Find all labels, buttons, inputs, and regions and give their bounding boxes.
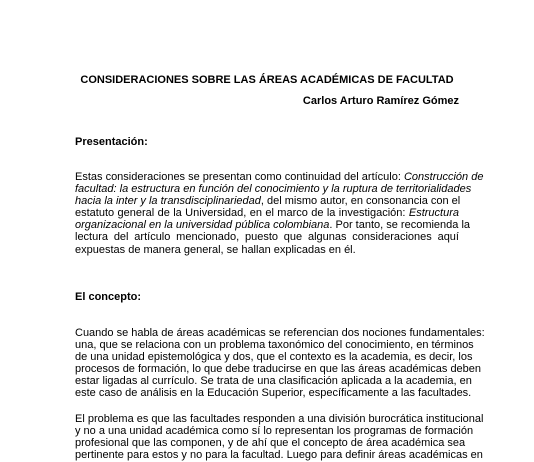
text-line [75,363,482,376]
document-title: CONSIDERACIONES SOBRE LAS ÁREAS ACADÉMICAS DE FACULTAD [80,74,454,86]
text-line [75,339,474,352]
text-run: pertinente para estos y no para la facultad. Luego para definir áreas académicas en [75,449,483,462]
section-heading-presentacion: Presentación: [75,136,148,148]
italic-text: hacia la inter y la transdisciplinariedad [75,195,261,208]
italic-text: facultad: la estructura en función del conocimiento y la ruptura de territorialidades [75,183,472,196]
section-heading-concepto: El concepto: [75,291,142,303]
text-run: . Por tanto, se recomienda la [329,219,471,232]
text-run: procesos de formación, lo que debe traducirse en que las áreas académicas deben [75,363,482,376]
text-line [75,244,459,256]
text-run: expuestas de manera general, se hallan explicadas en él. [75,243,356,256]
text-run: lectura del artículo mencionado, puesto que algunas consideraciones aquí [75,231,459,244]
text-line [75,327,485,339]
text-run: este caso de análisis en la Educación Superior, específicamente a las facultades. [75,387,472,400]
italic-text: Construcción de [403,171,484,183]
text-run: una, que se relaciona con un problema taxonómico del conocimiento, en términos [75,339,474,352]
text-run: , del mismo autor, en consonancia con el [260,195,461,208]
text-line [75,171,484,183]
text-run: El problema es que las facultades responden a una división burocrática institucional [75,413,484,425]
text-line [75,449,483,462]
text-line [75,437,466,450]
paragraph [75,413,484,462]
paragraph [75,171,484,256]
text-line [75,231,459,243]
text-line [75,413,484,425]
paragraph [75,327,485,400]
text-line [75,351,473,364]
text-run: profesional que las componen, y de ahí que el concepto de área académica sea [75,437,466,450]
text-run: estar ligadas al currículo. Se trata de una clasificación aplicada a la academia, en [75,375,472,388]
italic-text: Estructura [408,207,459,220]
text-line [75,207,459,219]
text-line [75,425,474,438]
text-line [75,183,472,196]
text-run: de una unidad epistemológica y dos, que el contexto es la academia, es decir, los [75,351,473,364]
italic-text: organizacional en la universidad pública colombiana [75,219,330,232]
text-line [75,195,459,207]
text-run: Cuando se habla de áreas académicas se referencian dos nociones fundamentales: [75,327,485,339]
text-line [75,219,471,232]
document-author: Carlos Arturo Ramírez Gómez [302,95,459,107]
text-run: Estas consideraciones se presentan como continuidad del artículo: [75,171,404,183]
text-line [75,387,472,400]
text-run: estatuto general de la Universidad, en el marco de la investigación: [75,207,409,220]
text-line [75,375,472,388]
text-run: y no a una unidad académica como sí lo representan los programas de formación [75,425,474,438]
